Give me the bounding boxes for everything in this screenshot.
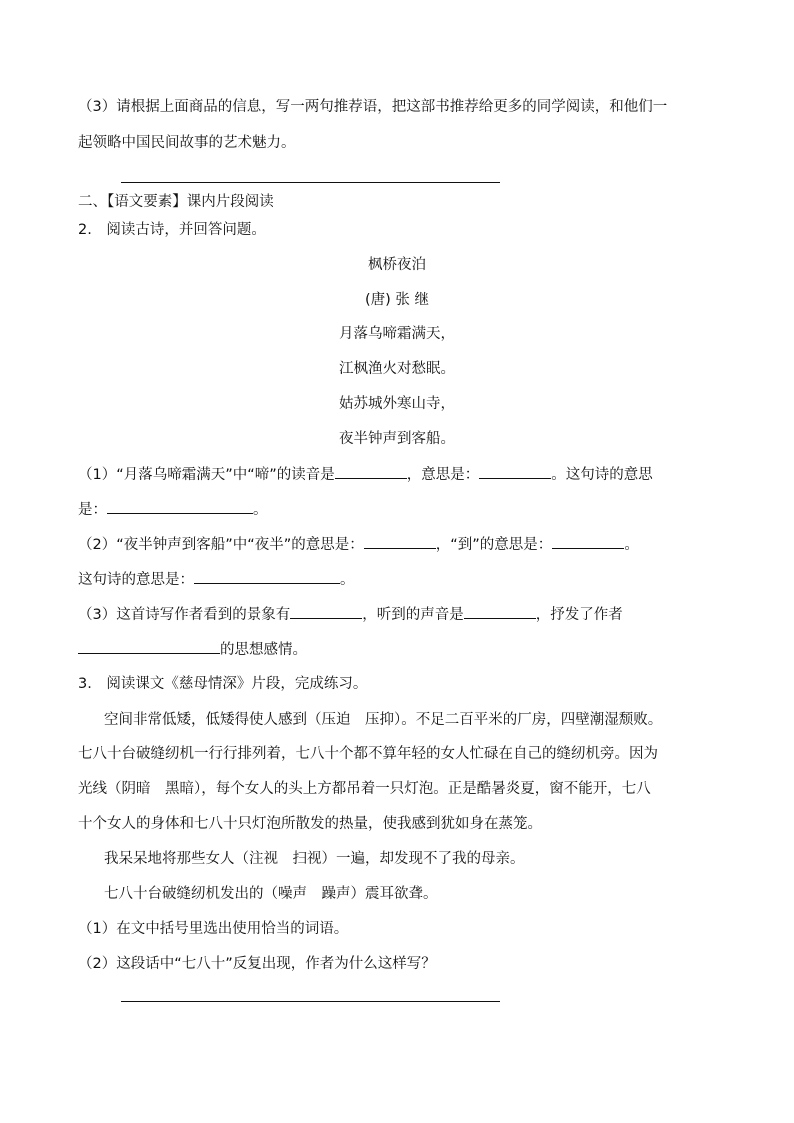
q2-sub1-text-c: 。这句诗的意思 xyxy=(551,467,653,483)
q2-sub2-blank-midnight[interactable] xyxy=(364,535,436,549)
q2-sub3-text-a: （3）这首诗写作者看到的景象有 xyxy=(78,607,291,623)
q2-sub1-text-a: （1）“月落乌啼霜满天”中“啼”的读音是 xyxy=(78,467,335,483)
q2-sub2-text-c: 。 xyxy=(624,537,639,553)
poem-title: 枫桥夜泊 xyxy=(368,257,426,273)
q2-sub1-line1 xyxy=(78,465,653,484)
q2-sub1-blank-meaning[interactable] xyxy=(479,465,551,479)
q2-sub3-blank-sound[interactable] xyxy=(464,605,536,619)
q2-sub1-text-b: ，意思是： xyxy=(406,467,480,483)
q2-sub2-text-e: 。 xyxy=(340,572,355,588)
q2-sub3-blank-scene[interactable] xyxy=(290,605,362,619)
q2-sub3-text-d: 的思想感情。 xyxy=(220,642,307,658)
q2-sub2-text-a: （2）“夜半钟声到客船”中“夜半”的意思是： xyxy=(78,537,364,553)
q2-sub3-text-c: ，抒发了作者 xyxy=(535,607,623,623)
q1-3-answer-line[interactable] xyxy=(121,182,500,183)
poem-line-1: 月落乌啼霜满天， xyxy=(339,326,455,342)
q2-sub2-text-b: ，“到”的意思是： xyxy=(435,537,553,553)
q2-sub3-line2 xyxy=(78,640,307,659)
poem-line-2: 江枫渔火对愁眠。 xyxy=(339,361,455,377)
q2-sub1-text-d: 是： xyxy=(78,502,107,518)
q2-stem: 2. 阅读古诗，并回答问题。 xyxy=(78,222,266,238)
q3-sub2: （2）这段话中“七八十”反复出现，作者为什么这样写？ xyxy=(78,956,436,972)
q2-sub2-blank-arrive[interactable] xyxy=(552,535,624,549)
section2-heading: 二、【语文要素】课内片段阅读 xyxy=(78,194,274,210)
q2-sub1-line2 xyxy=(78,500,268,519)
q2-sub2-blank-sentence[interactable] xyxy=(194,570,340,584)
q3-sub2-answer-line[interactable] xyxy=(121,1001,500,1002)
q2-sub2-line2 xyxy=(78,570,355,589)
q1-3-line2: 起领略中国民间故事的艺术魅力。 xyxy=(78,135,296,151)
q3-para3: 七八十台破缝纫机发出的（噪声 躁声）震耳欲聋。 xyxy=(104,886,438,902)
q2-sub3-blank-feeling[interactable] xyxy=(78,640,220,654)
q3-stem: 3. 阅读课文《慈母情深》片段，完成练习。 xyxy=(78,676,368,692)
q2-sub1-text-e: 。 xyxy=(253,502,268,518)
q2-sub2-line1 xyxy=(78,535,639,554)
q1-3-line1: （3）请根据上面商品的信息，写一两句推荐语，把这部书推荐给更多的同学阅读，和他们一 xyxy=(78,99,668,115)
q2-sub3-text-b: ，听到的声音是 xyxy=(362,607,464,623)
q2-sub1-blank-sentence[interactable] xyxy=(107,500,253,514)
q3-para1-line4: 十个女人的身体和七八十只灯泡所散发的热量，使我感到犹如身在蒸笼。 xyxy=(78,816,542,832)
q3-para1-line2: 七八十台破缝纫机一行行排列着，七八十个都不算年轻的女人忙碌在自己的缝纫机旁。因为 xyxy=(78,746,658,762)
q3-para1-line1: 空间非常低矮，低矮得使人感到（压迫 压抑）。不足二百平米的厂房，四壁潮湿颓败。 xyxy=(104,712,663,728)
poem-line-4: 夜半钟声到客船。 xyxy=(339,431,455,447)
poem-author: (唐) 张 继 xyxy=(364,292,430,308)
q3-para1-line3: 光线（阴暗 黑暗），每个女人的头上方都吊着一只灯泡。正是酷暑炎夏，窗不能开，七八 xyxy=(78,781,651,797)
q2-sub2-text-d: 这句诗的意思是： xyxy=(78,572,194,588)
q2-sub3-line1 xyxy=(78,605,623,624)
q2-sub1-blank-reading[interactable] xyxy=(335,465,407,479)
q3-para2: 我呆呆地将那些女人（注视 扫视）一遍，却发现不了我的母亲。 xyxy=(104,851,525,867)
poem-line-3: 姑苏城外寒山寺， xyxy=(339,396,455,412)
q3-sub1: （1）在文中括号里选出使用恰当的词语。 xyxy=(78,921,349,937)
